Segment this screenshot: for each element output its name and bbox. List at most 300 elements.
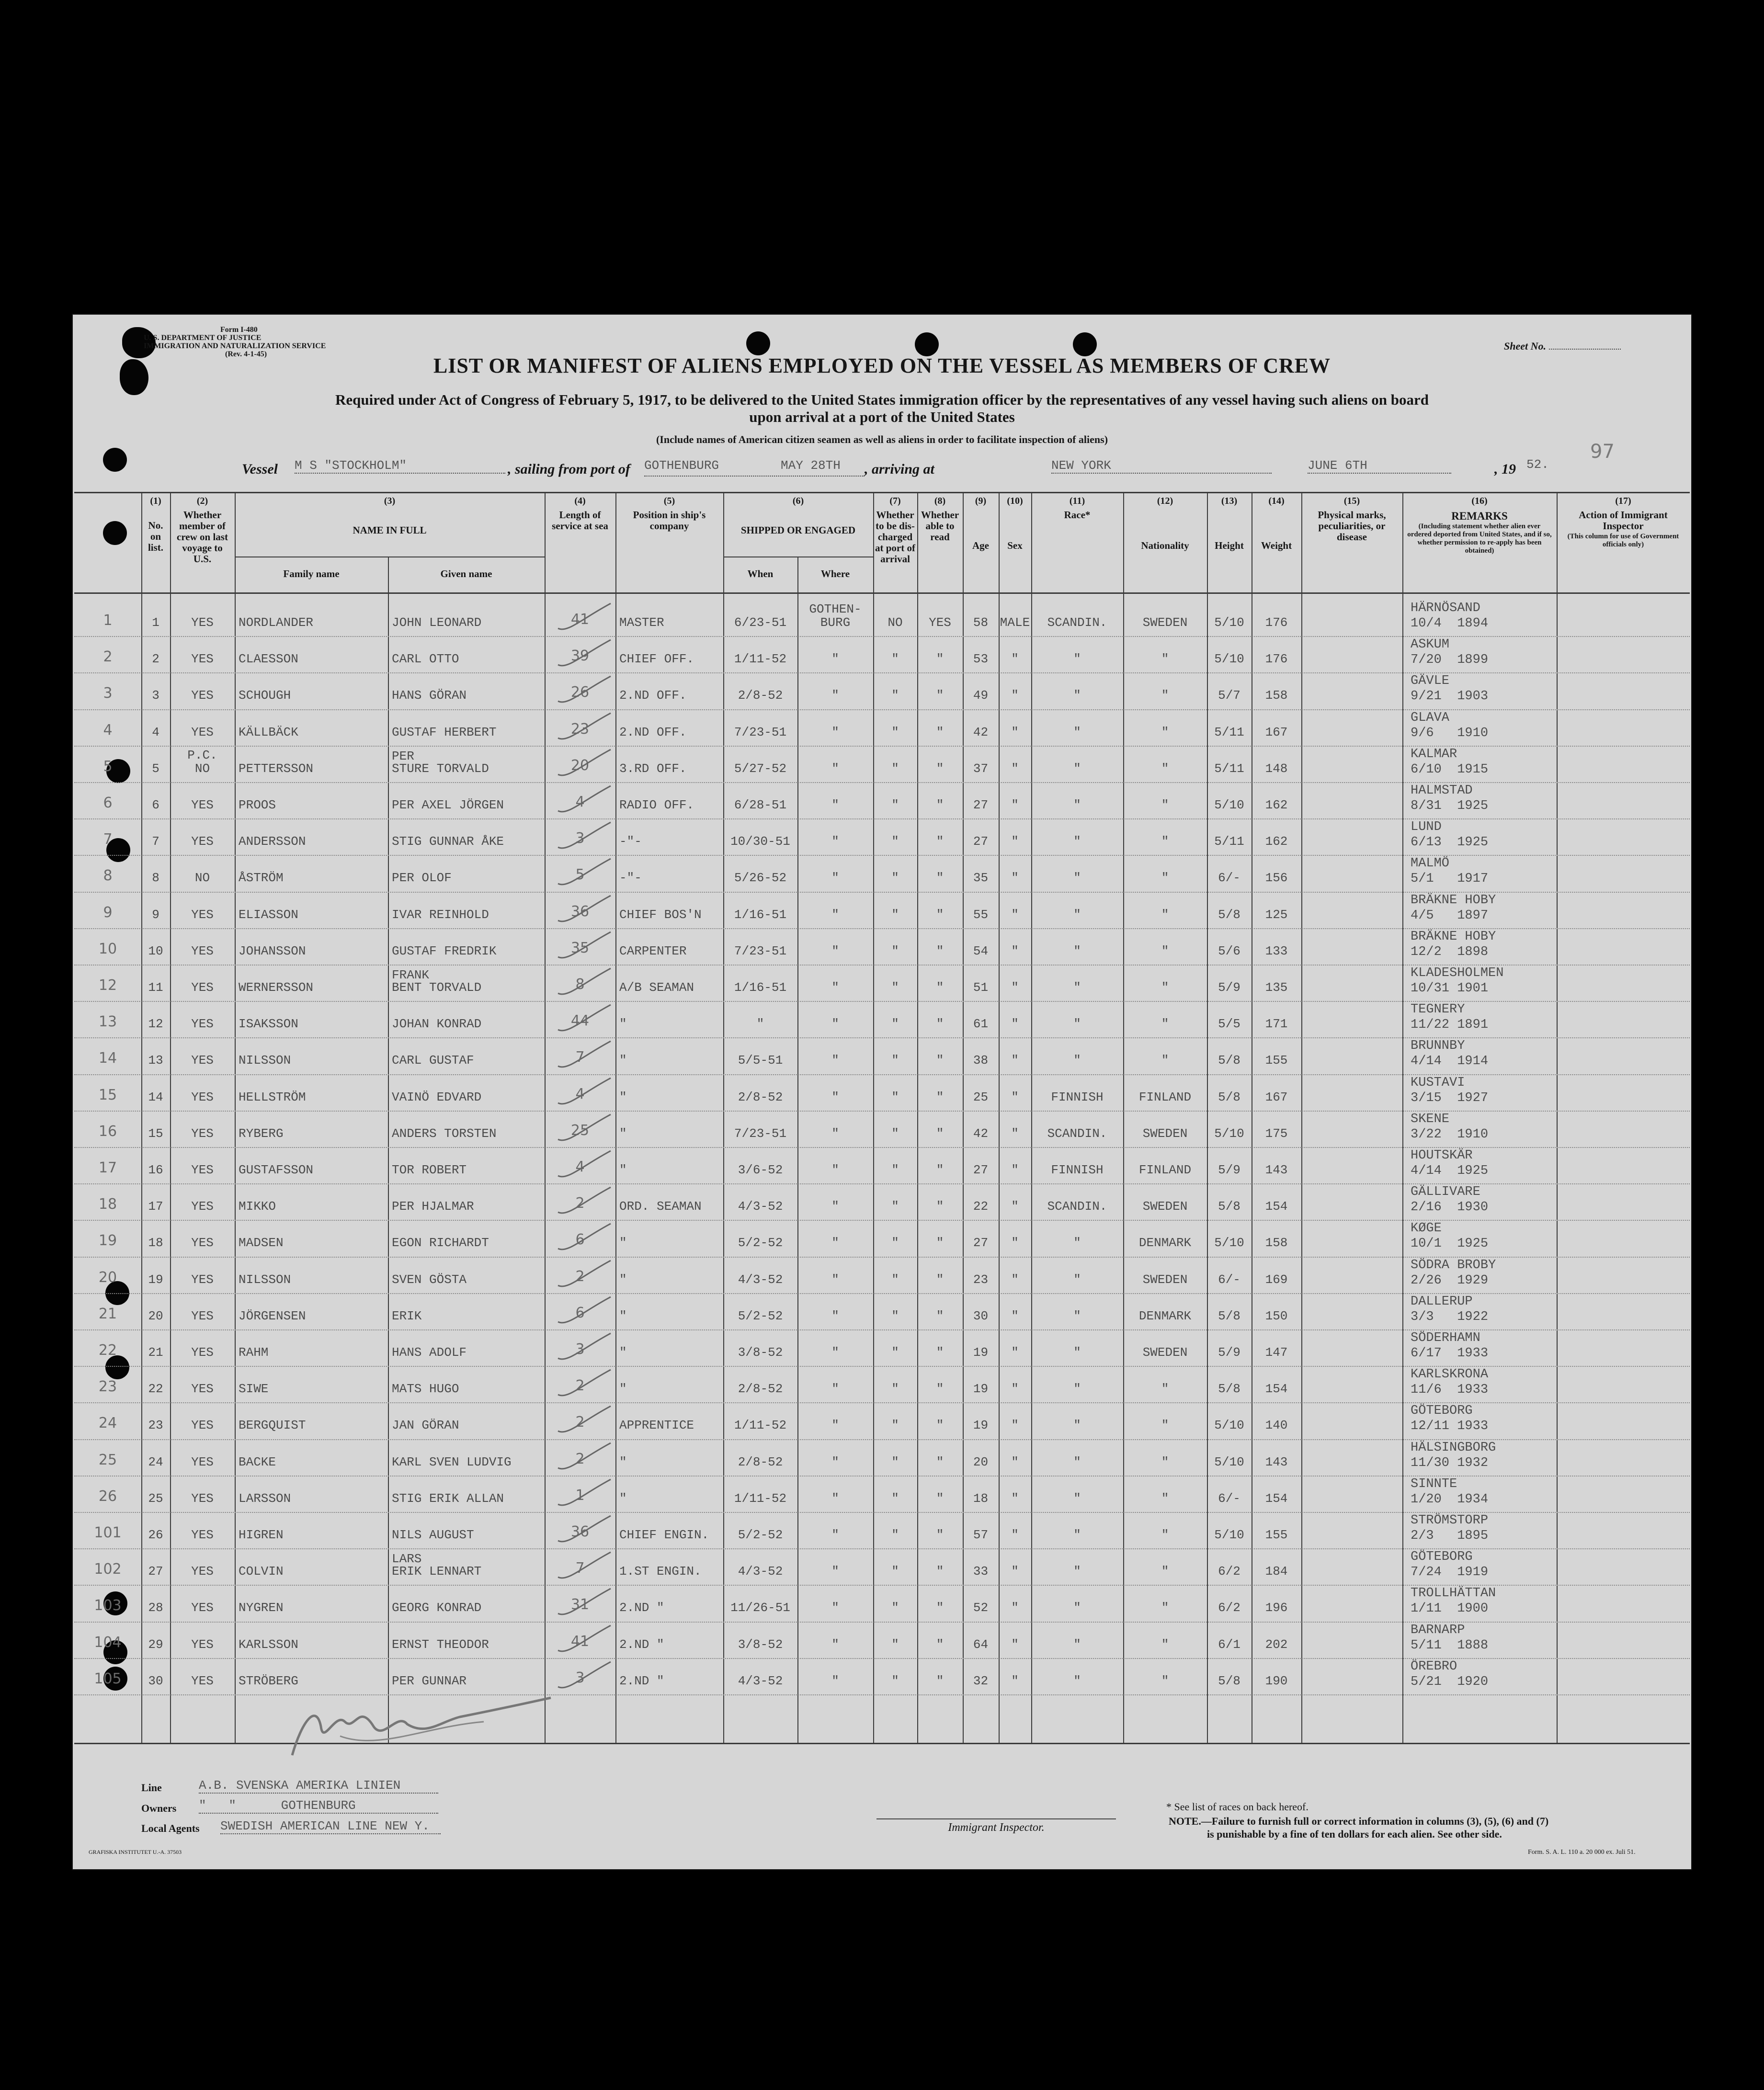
- cell-remarks: GÖTEBORG 12/11 1933: [1411, 1404, 1489, 1434]
- cell-crew: YES: [191, 1601, 214, 1615]
- cell-position: 2.ND ": [619, 1673, 664, 1688]
- check-mark: [553, 1585, 620, 1621]
- column-subheader: Family name: [283, 568, 340, 579]
- column-header-name-in-full: [235, 496, 545, 536]
- cell-family: PROOS: [239, 798, 276, 812]
- cell-family: BACKE: [239, 1454, 276, 1469]
- cell-service: 2: [575, 1450, 585, 1467]
- cell-race: ": [1073, 1528, 1081, 1542]
- cell-when: 5/27-52: [734, 761, 787, 776]
- cell-read: ": [936, 1637, 944, 1652]
- table-row: [74, 1548, 1690, 1586]
- cell-disch: ": [891, 834, 899, 849]
- column-header-age: [963, 496, 999, 551]
- cell-remarks: ASKUM 7/20 1899: [1411, 637, 1489, 668]
- cell-position: -"-: [619, 871, 642, 886]
- cell-race: ": [1073, 1053, 1081, 1068]
- cell-age: 51: [973, 980, 989, 995]
- cell-mark: 22: [98, 1342, 117, 1359]
- cell-crew: YES: [191, 980, 214, 995]
- cell-no: 9: [152, 907, 159, 922]
- cell-where: ": [831, 1637, 839, 1652]
- cell-crew: NO: [194, 871, 210, 886]
- agents-label: Local Agents: [141, 1822, 200, 1834]
- cell-disch: ": [891, 1528, 899, 1542]
- cell-where: ": [831, 1418, 839, 1433]
- check-mark: [553, 1476, 620, 1512]
- cell-nat: SWEDEN: [1142, 615, 1188, 630]
- cell-mark: 1: [103, 612, 113, 629]
- cell-nat: ": [1161, 1637, 1169, 1652]
- cell-when: 2/8-52: [738, 1382, 783, 1397]
- cell-nat: ": [1161, 1382, 1169, 1397]
- table-row: [74, 1585, 1690, 1622]
- table-row: [74, 818, 1690, 856]
- cell-when: 4/3-52: [738, 1272, 783, 1287]
- cell-mark: 10: [98, 940, 117, 957]
- cell-position: ": [619, 1017, 627, 1032]
- revision: (Rev. 4-1-45): [225, 350, 267, 358]
- service-line: IMMIGRATION AND NATURALIZATION SERVICE: [144, 342, 326, 350]
- table-row: [74, 1476, 1690, 1513]
- cell-age: 38: [973, 1053, 989, 1068]
- cell-given: VAINÖ EDVARD: [392, 1090, 482, 1104]
- check-mark: [553, 1512, 620, 1548]
- cell-where: ": [831, 1236, 839, 1250]
- cell-crew: YES: [191, 725, 214, 739]
- table-row: [74, 1658, 1690, 1695]
- table-row: [74, 1001, 1690, 1038]
- table-row: [74, 965, 1690, 1002]
- cell-remarks: SÖDERHAMN 6/17 1933: [1411, 1331, 1489, 1361]
- cell-given: GUSTAF HERBERT: [392, 725, 497, 739]
- cell-crew: YES: [191, 907, 214, 922]
- cell-age: 61: [973, 1017, 989, 1032]
- cell-mark: 102: [94, 1561, 122, 1578]
- cell-read: ": [936, 1528, 944, 1542]
- cell-no: 2: [152, 652, 159, 667]
- cell-family: KÄLLBÄCK: [239, 725, 298, 739]
- cell-when: 2/8-52: [738, 1454, 783, 1469]
- cell-nat: ": [1161, 725, 1169, 739]
- cell-weight: 158: [1265, 1236, 1288, 1250]
- cell-sex: ": [1011, 1491, 1019, 1506]
- cell-nat: SWEDEN: [1142, 1345, 1188, 1360]
- cell-crew: YES: [191, 688, 214, 703]
- cell-height: 5/10: [1214, 798, 1244, 812]
- cell-when: 6/23-51: [734, 615, 787, 630]
- cell-position: 3.RD OFF.: [619, 761, 687, 776]
- cell-position: -"-: [619, 834, 642, 849]
- cell-weight: 202: [1265, 1637, 1288, 1652]
- cell-crew: YES: [191, 1199, 214, 1214]
- cell-height: 5/11: [1214, 725, 1244, 739]
- cell-crew: YES: [191, 652, 214, 667]
- column-label: Whether to be dis-charged at port of arrival: [875, 509, 915, 565]
- cell-remarks: GÄVLE 9/21 1903: [1411, 674, 1489, 704]
- column-number: (14): [1268, 496, 1285, 506]
- column-number: (5): [663, 496, 675, 506]
- cell-disch: ": [891, 761, 899, 776]
- column-header-discharged: [873, 496, 917, 565]
- cell-mark: 14: [98, 1050, 117, 1067]
- cell-mark: 20: [98, 1269, 117, 1286]
- cell-read: ": [936, 798, 944, 812]
- cell-height: 6/1: [1218, 1637, 1240, 1652]
- table-row: [74, 1402, 1690, 1440]
- column-number: (17): [1615, 496, 1631, 506]
- printer-mark: GRAFISKA INSTITUTET U.-A. 37503: [89, 1849, 182, 1855]
- cell-nat: ": [1161, 1418, 1169, 1433]
- cell-nat: ": [1161, 1564, 1169, 1579]
- cell-where: ": [831, 980, 839, 995]
- cell-when: 1/11-52: [734, 652, 787, 667]
- cell-remarks: STRÖMSTORP 2/3 1895: [1411, 1513, 1489, 1543]
- cell-weight: 154: [1265, 1491, 1288, 1506]
- cell-when: 1/16-51: [734, 907, 787, 922]
- cell-family: ISAKSSON: [239, 1017, 298, 1032]
- cell-service: 3: [575, 1341, 585, 1358]
- check-mark: [553, 1293, 620, 1329]
- cell-given: STURE TORVALD: [392, 761, 489, 776]
- cell-where: ": [831, 688, 839, 703]
- table-row: [74, 1622, 1690, 1659]
- subtitle-line-1: Required under Act of Congress of February 5, 1917, to be delivered to the United States immigration officer by the representatives of any vessel having such aliens on board: [335, 391, 1429, 408]
- check-mark: [553, 1548, 620, 1585]
- cell-age: 27: [973, 798, 989, 812]
- cell-race: ": [1073, 980, 1081, 995]
- column-number: (6): [792, 496, 804, 506]
- cell-no: 12: [148, 1017, 163, 1032]
- cell-no: 19: [148, 1272, 163, 1287]
- cell-mark: 25: [98, 1451, 117, 1468]
- cell-race: ": [1073, 761, 1081, 776]
- cell-given: HANS GÖRAN: [392, 688, 467, 703]
- check-mark: [553, 1658, 620, 1694]
- check-mark: [553, 1439, 620, 1476]
- cell-when: 5/5-51: [738, 1053, 783, 1068]
- cell-no: 20: [148, 1308, 163, 1323]
- cell-age: 23: [973, 1272, 989, 1287]
- cell-read: ": [936, 725, 944, 739]
- cell-sex: ": [1011, 907, 1019, 922]
- column-header-race: [1031, 496, 1123, 521]
- cell-where: ": [831, 1126, 839, 1141]
- cell-race: ": [1073, 907, 1081, 922]
- column-header-inspector-action: [1557, 496, 1690, 550]
- cell-nat: ": [1161, 688, 1169, 703]
- cell-crew: YES: [191, 1673, 214, 1688]
- cell-sex: ": [1011, 1454, 1019, 1469]
- note-text-2: is punishable by a fine of ten dollars for each alien. See other side.: [1207, 1828, 1502, 1840]
- punch-hole: [103, 448, 127, 472]
- cell-nat: ": [1161, 907, 1169, 922]
- cell-service: 6: [575, 1231, 585, 1249]
- cell-service: 35: [570, 939, 590, 956]
- cell-mark: 8: [103, 867, 113, 885]
- check-mark: [553, 928, 620, 965]
- cell-position: RADIO OFF.: [619, 798, 694, 812]
- cell-mark: 105: [94, 1670, 122, 1687]
- cell-mark: 26: [98, 1488, 117, 1505]
- cell-weight: 162: [1265, 798, 1288, 812]
- column-header-crew-last-voyage: [170, 496, 235, 565]
- cell-remarks: KALMAR 6/10 1915: [1411, 747, 1489, 777]
- cell-when: 2/8-52: [738, 688, 783, 703]
- cell-weight: 125: [1265, 907, 1288, 922]
- cell-remarks: LUND 6/13 1925: [1411, 820, 1489, 850]
- cell-nat: ": [1161, 871, 1169, 886]
- cell-family: RYBERG: [239, 1126, 284, 1141]
- cell-where: ": [831, 1308, 839, 1323]
- check-mark: [553, 1220, 620, 1256]
- cell-position: CHIEF OFF.: [619, 652, 694, 667]
- column-header-shipped-or-engaged: [723, 496, 873, 536]
- cell-weight: 176: [1265, 652, 1288, 667]
- cell-where: ": [831, 1528, 839, 1542]
- column-label: No. on list.: [148, 520, 164, 553]
- cell-height: 5/8: [1218, 1199, 1240, 1214]
- table-row: [74, 1512, 1690, 1549]
- cell-mark: 5: [103, 758, 113, 775]
- cell-position: ": [619, 1126, 627, 1141]
- cell-no: 1: [152, 615, 159, 630]
- sailing-label: , sailing from port of: [508, 461, 630, 477]
- cell-where: ": [831, 1090, 839, 1104]
- cell-given: GEORG KONRAD: [392, 1601, 482, 1615]
- column-label: REMARKS: [1451, 510, 1508, 522]
- cell-age: 18: [973, 1491, 989, 1506]
- cell-read: ": [936, 688, 944, 703]
- cell-position: APPRENTICE: [619, 1418, 694, 1433]
- table-row: [74, 1293, 1690, 1330]
- check-mark: [553, 1622, 620, 1658]
- cell-remarks: KLADESHOLMEN 10/31 1901: [1411, 966, 1504, 996]
- cell-sex: ": [1011, 943, 1019, 958]
- cell-race: ": [1073, 1272, 1081, 1287]
- cell-where: ": [831, 1564, 839, 1579]
- cell-family: ANDERSSON: [239, 834, 306, 849]
- column-number: (8): [934, 496, 946, 506]
- column-number: (16): [1471, 496, 1488, 506]
- cell-given: BENT TORVALD: [392, 980, 482, 995]
- cell-crew: YES: [191, 834, 214, 849]
- cell-position: MASTER: [619, 615, 664, 630]
- cell-race: ": [1073, 1673, 1081, 1688]
- cell-read: ": [936, 1382, 944, 1397]
- cell-sex: ": [1011, 1017, 1019, 1032]
- cell-read: ": [936, 907, 944, 922]
- cell-sex: ": [1011, 1236, 1019, 1250]
- cell-family: RAHM: [239, 1345, 269, 1360]
- page-title: LIST OR MANIFEST OF ALIENS EMPLOYED ON THE VESSEL AS MEMBERS OF CREW: [433, 354, 1331, 377]
- cell-read: ": [936, 1673, 944, 1688]
- cell-nat: FINLAND: [1138, 1090, 1192, 1104]
- cell-service: 41: [570, 1633, 590, 1650]
- cell-no: 23: [148, 1418, 163, 1433]
- cell-sex: ": [1011, 1126, 1019, 1141]
- cell-where: ": [831, 1199, 839, 1214]
- cell-position: ": [619, 1382, 627, 1397]
- cell-when: 7/23-51: [734, 725, 787, 739]
- cell-given: GUSTAF FREDRIK: [392, 943, 497, 958]
- cell-family: LARSSON: [239, 1491, 291, 1506]
- cell-family: HIGREN: [239, 1528, 284, 1542]
- check-mark: [553, 892, 620, 928]
- column-header-length-of-service: [545, 496, 615, 532]
- cell-no: 26: [148, 1528, 163, 1542]
- cell-given: CARL GUSTAF: [392, 1053, 474, 1068]
- cell-family: JÖRGENSEN: [239, 1308, 306, 1323]
- cell-no: 28: [148, 1601, 163, 1615]
- column-number: (13): [1221, 496, 1238, 506]
- cell-when: 3/8-52: [738, 1345, 783, 1360]
- cell-crew: YES: [191, 1308, 214, 1323]
- column-header-nationality: [1123, 496, 1207, 551]
- cell-given: KARL SVEN LUDVIG: [392, 1454, 512, 1469]
- cell-race: ": [1073, 1454, 1081, 1469]
- cell-read: ": [936, 1601, 944, 1615]
- cell-mark: 19: [98, 1232, 117, 1249]
- cell-no: 24: [148, 1454, 163, 1469]
- cell-disch: ": [891, 1418, 899, 1433]
- table-row: [74, 1366, 1690, 1403]
- cell-height: 5/8: [1218, 1090, 1240, 1104]
- cell-weight: 156: [1265, 871, 1288, 886]
- cell-given: JAN GÖRAN: [392, 1418, 459, 1433]
- cell-disch: ": [891, 725, 899, 739]
- table-row: [74, 1074, 1690, 1112]
- signature: [283, 1693, 580, 1770]
- cell-crew: YES: [191, 1564, 214, 1579]
- cell-remarks: HOUTSKÄR 4/14 1925: [1411, 1148, 1489, 1178]
- column-label: Race*: [1064, 509, 1091, 521]
- cell-disch: ": [891, 1308, 899, 1323]
- cell-height: 5/10: [1214, 1454, 1244, 1469]
- cell-where: ": [831, 834, 839, 849]
- check-mark: [553, 782, 620, 818]
- cell-race: ": [1073, 1491, 1081, 1506]
- cell-height: 5/10: [1214, 652, 1244, 667]
- cell-height: 5/10: [1214, 1528, 1244, 1542]
- cell-nat: ": [1161, 980, 1169, 995]
- check-mark: [553, 1037, 620, 1074]
- cell-nat: SWEDEN: [1142, 1199, 1188, 1214]
- cell-sex: ": [1011, 1382, 1019, 1397]
- cell-crew: YES: [191, 1418, 214, 1433]
- cell-height: 5/10: [1214, 615, 1244, 630]
- cell-age: 25: [973, 1090, 989, 1104]
- cell-race: FINNISH: [1051, 1163, 1104, 1177]
- cell-family: WERNERSSON: [239, 980, 314, 995]
- cell-where: ": [831, 1272, 839, 1287]
- cell-when: 4/3-52: [738, 1564, 783, 1579]
- cell-no: 15: [148, 1126, 163, 1141]
- cell-position: A/B SEAMAN: [619, 980, 694, 995]
- cell-nat: ": [1161, 1454, 1169, 1469]
- cell-height: 5/10: [1214, 1236, 1244, 1250]
- cell-service: 5: [575, 866, 585, 884]
- cell-race: ": [1073, 1236, 1081, 1250]
- cell-read: ": [936, 1017, 944, 1032]
- cell-age: 52: [973, 1601, 989, 1615]
- table-row: [74, 855, 1690, 892]
- cell-position: ": [619, 1491, 627, 1506]
- cell-remarks: GÖTEBORG 7/24 1919: [1411, 1550, 1489, 1580]
- cell-no: 8: [152, 871, 159, 886]
- cell-no: 27: [148, 1564, 163, 1579]
- cell-no: 17: [148, 1199, 163, 1214]
- cell-position: ": [619, 1272, 627, 1287]
- cell-sex: ": [1011, 1090, 1019, 1104]
- cell-remarks: SKENE 3/22 1910: [1411, 1112, 1489, 1142]
- manifest-sheet: [72, 314, 1692, 1870]
- cell-no: 4: [152, 725, 159, 739]
- cell-position: ": [619, 1345, 627, 1360]
- vessel-name: M S "STOCKHOLM": [295, 458, 505, 474]
- cell-when: 1/11-52: [734, 1491, 787, 1506]
- cell-where: GOTHEN- BURG: [809, 602, 862, 630]
- cell-nat: ": [1161, 1601, 1169, 1615]
- cell-race: FINNISH: [1051, 1090, 1104, 1104]
- cell-crew: YES: [191, 1163, 214, 1177]
- cell-sex: ": [1011, 1564, 1019, 1579]
- cell-read: ": [936, 943, 944, 958]
- cell-remarks: KARLSKRONA 11/6 1933: [1411, 1367, 1489, 1397]
- cell-position: 2.ND OFF.: [619, 688, 687, 703]
- cell-nat: FINLAND: [1138, 1163, 1192, 1177]
- cell-race: ": [1073, 834, 1081, 849]
- stamp-number: 97: [1590, 441, 1615, 463]
- cell-service: 2: [575, 1195, 585, 1212]
- cell-mark: 18: [98, 1196, 117, 1213]
- cell-family: PETTERSSON: [239, 761, 314, 776]
- form-number: Form I-480: [220, 326, 258, 334]
- cell-given: CARL OTTO: [392, 652, 459, 667]
- cell-family: NILSSON: [239, 1272, 291, 1287]
- cell-race: ": [1073, 1418, 1081, 1433]
- cell-no: 10: [148, 943, 163, 958]
- cell-family: ÅSTRÖM: [239, 871, 284, 886]
- cell-crew: YES: [191, 1345, 214, 1360]
- cell-age: 53: [973, 652, 989, 667]
- cell-weight: 133: [1265, 943, 1288, 958]
- cell-weight: 148: [1265, 761, 1288, 776]
- cell-read: ": [936, 1163, 944, 1177]
- cell-height: 6/2: [1218, 1564, 1240, 1579]
- table-row: [74, 1257, 1690, 1294]
- table-row: [74, 746, 1690, 783]
- cell-read: ": [936, 1272, 944, 1287]
- cell-service: 1: [575, 1487, 585, 1504]
- cell-weight: 154: [1265, 1199, 1288, 1214]
- cell-mark: 13: [98, 1013, 117, 1031]
- cell-service: 6: [575, 1304, 585, 1321]
- punch-hole: [915, 332, 939, 356]
- cell-where: ": [831, 1382, 839, 1397]
- cell-nat: ": [1161, 798, 1169, 812]
- cell-sex: ": [1011, 834, 1019, 849]
- sheet-number: [1504, 340, 1621, 352]
- cell-height: 5/8: [1218, 907, 1240, 922]
- cell-height: 5/9: [1218, 1163, 1240, 1177]
- vessel-label: Vessel: [242, 461, 278, 477]
- cell-given: STIG ERIK ALLAN: [392, 1491, 504, 1506]
- cell-sex: ": [1011, 1053, 1019, 1068]
- cell-age: 55: [973, 907, 989, 922]
- cell-sex: ": [1011, 1418, 1019, 1433]
- cell-where: ": [831, 652, 839, 667]
